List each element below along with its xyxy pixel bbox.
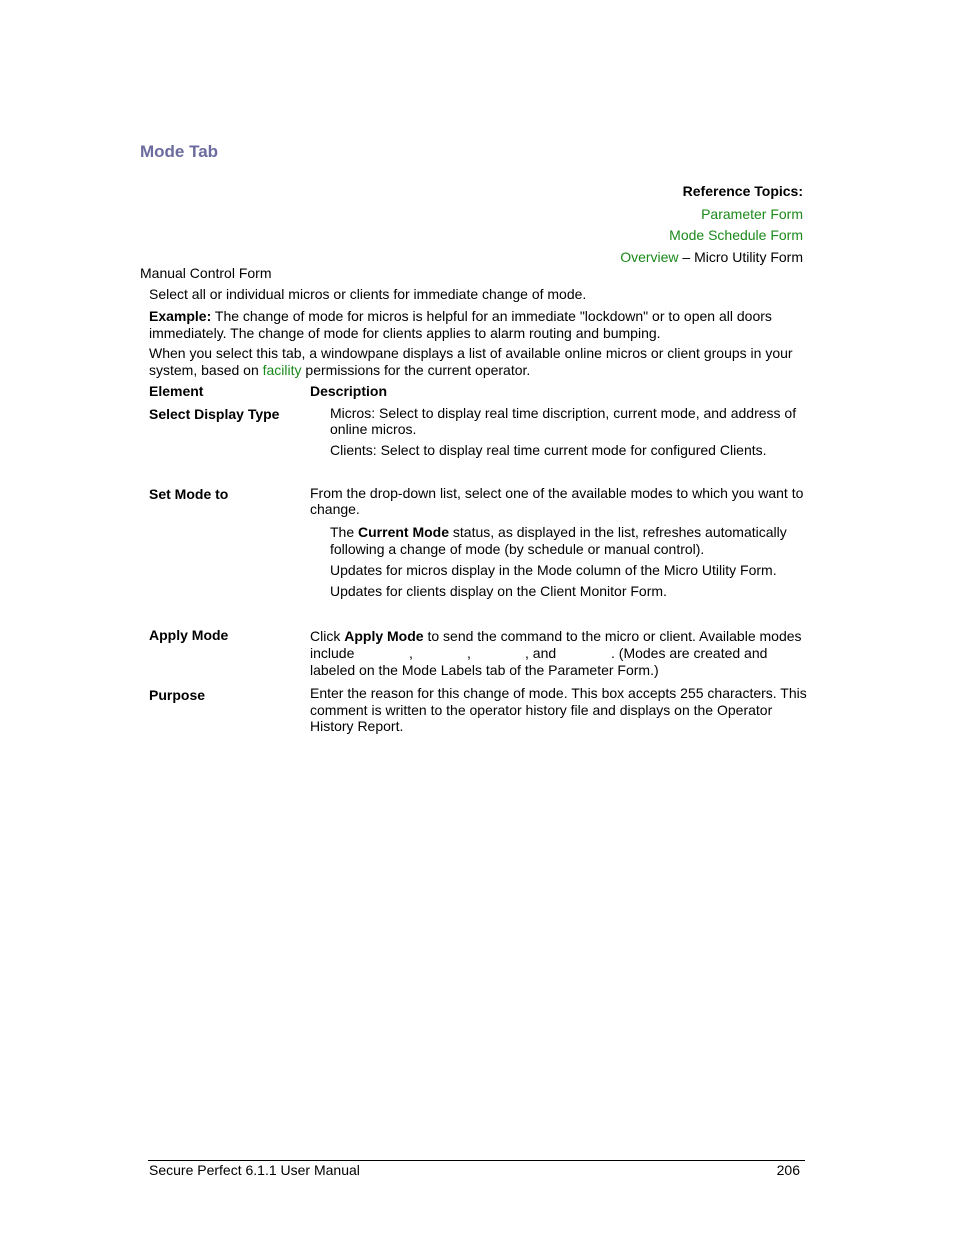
apply-mode-and: , and <box>525 645 557 661</box>
row-label-purpose: Purpose <box>149 687 206 703</box>
footer-manual-title: Secure Perfect 6.1.1 User Manual <box>149 1162 360 1178</box>
cm-pre: The <box>330 524 359 540</box>
footer-divider <box>148 1160 805 1161</box>
link-mode-schedule-form[interactable]: Mode Schedule Form <box>669 227 803 243</box>
overview-suffix: – Micro Utility Form <box>678 249 803 265</box>
breadcrumb: Manual Control Form <box>140 265 272 281</box>
clients-update-text: Updates for clients display on the Client Monitor Form. <box>330 583 667 599</box>
p3-post: permissions for the current operator. <box>301 362 531 378</box>
purpose-line-3: History Report. <box>310 718 404 734</box>
p3-pre: system, based on <box>149 362 263 378</box>
intro-paragraph-3-line-1: When you select this tab, a windowpane displays a list of available online micros or client groups in your <box>149 345 793 361</box>
cm-bold: Current Mode <box>358 524 450 540</box>
select-display-clients: Clients: Select to display real time current mode for configured Clients. <box>330 442 767 458</box>
apply-mode-comma-1: , <box>409 645 413 661</box>
apply-post: to send the command to the micro or client. Available modes <box>423 628 802 644</box>
footer-page-number: 206 <box>776 1162 800 1178</box>
apply-mode-line-3: labeled on the Mode Labels tab of the Parameter Form.) <box>310 662 659 678</box>
example-label: Example: <box>149 308 212 324</box>
apply-pre: Click <box>310 628 345 644</box>
intro-paragraph-1: Select all or individual micros or clients for immediate change of mode. <box>149 286 587 302</box>
row-label-set-mode-to: Set Mode to <box>149 486 229 502</box>
cm-post: status, as displayed in the list, refreshes automatically <box>449 524 787 540</box>
link-facility[interactable]: facility <box>262 362 302 378</box>
row-label-apply-mode: Apply Mode <box>149 627 229 643</box>
table-header-description: Description <box>310 383 388 399</box>
apply-mode-include: include <box>310 645 355 661</box>
intro-paragraph-3-line-2 <box>149 362 530 379</box>
purpose-line-2: comment is written to the operator history file and displays on the Operator <box>310 702 773 718</box>
apply-bold: Apply Mode <box>344 628 424 644</box>
apply-mode-line-1 <box>310 628 802 645</box>
example-line-2: immediately. The change of mode for clients applies to alarm routing and bumping. <box>149 325 661 341</box>
current-mode-line-2: following a change of mode (by schedule or manual control). <box>330 541 705 557</box>
set-mode-line-2: change. <box>310 501 360 517</box>
reference-overview-line <box>620 249 803 266</box>
link-overview[interactable]: Overview <box>620 249 679 265</box>
row-label-select-display-type: Select Display Type <box>149 406 280 422</box>
select-display-micros-line-2: online micros. <box>330 421 417 437</box>
reference-topics-heading: Reference Topics: <box>682 183 803 199</box>
purpose-line-1: Enter the reason for this change of mode. This box accepts 255 characters. This <box>310 685 807 701</box>
page-title: Mode Tab <box>140 142 219 161</box>
apply-mode-tail: . (Modes are created and <box>611 645 768 661</box>
select-display-micros-line-1: Micros: Select to display real time discription, current mode, and address of <box>330 405 797 421</box>
table-header-element: Element <box>149 383 204 399</box>
example-line-1 <box>149 308 772 325</box>
set-mode-line-1: From the drop-down list, select one of the available modes to which you want to <box>310 485 804 501</box>
apply-mode-comma-2: , <box>467 645 471 661</box>
link-parameter-form[interactable]: Parameter Form <box>701 206 803 222</box>
micros-update-text: Updates for micros display in the Mode column of the Micro Utility Form. <box>330 562 777 578</box>
example-text: The change of mode for micros is helpful for an immediate "lockdown" or to open all doors <box>211 308 772 324</box>
current-mode-line-1 <box>330 524 787 541</box>
